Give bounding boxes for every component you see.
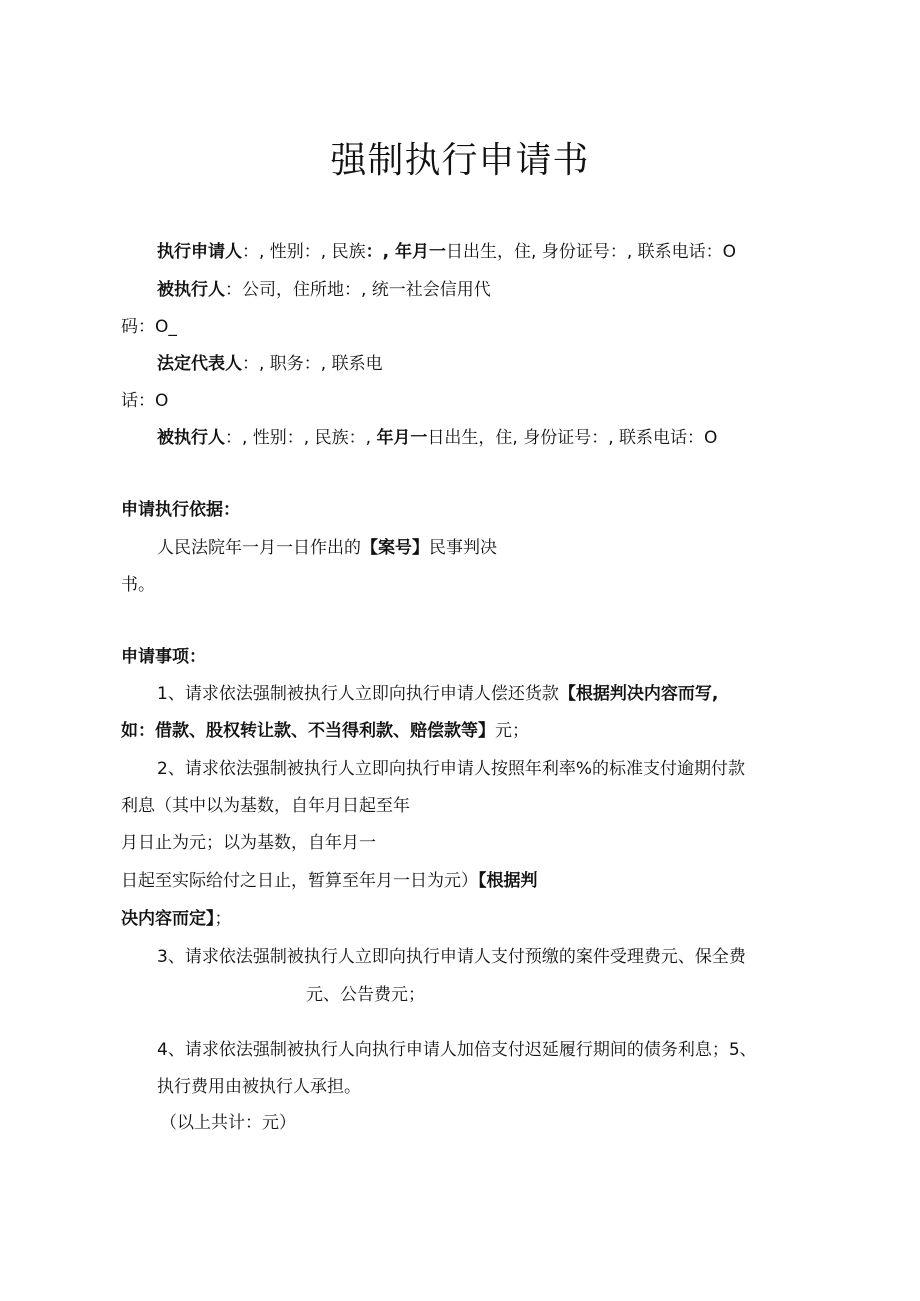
legal-rep-line [157,352,383,376]
total-line: （以上共计：元） [160,1113,296,1133]
basis-text [157,536,497,560]
respondent-company-line-cont: 码：O_ [121,317,177,337]
request-2-note-a: 【根据判 [478,871,538,891]
requests-heading: 申请事项： [121,647,206,667]
request-2-note-b: 决内容而定】 [121,909,215,929]
request-1-note-b: 如：借款、股权转让款、不当得利款、赔偿款等】 [121,721,495,741]
request-2-line4-text: 日起至实际给付之日止，暂算至年月一日为元） [121,871,478,891]
legal-rep-label: 法定代表人 [157,354,242,374]
request-item-3-line2: 元、公告费元； [306,985,425,1005]
applicant-fields-b: 日出生，住, 身份证号：, 联系电话：O [446,242,737,262]
respondent-person-label: 被执行人 [157,428,225,448]
request-item-1-cont [121,719,529,743]
legal-rep-line-cont: 话：O [121,391,169,411]
request-1-tail: 元； [495,721,529,741]
request-item-2-line5 [121,907,232,931]
respondent-company-line [157,278,491,302]
respondent-person-birth-bold: 年月一 [376,428,428,448]
basis-heading: 申请执行依据： [121,500,240,520]
basis-text-cont: 书。 [121,575,155,595]
basis-case-number: 【案号】 [361,538,429,558]
request-2-tail: ； [214,909,232,929]
legal-rep-fields: ：, 职务：, 联系电 [242,354,383,374]
respondent-person-fields-b: 日出生，住, 身份证号：, 联系电话：O [427,428,718,448]
request-1-note-a: 【根据判决内容而写, [558,684,719,704]
basis-text-b: 民事判决 [429,538,497,558]
request-1-text: 1、请求依法强制被执行人立即向执行申请人偿还货款 [157,684,559,704]
respondent-person-fields-a: ：, 性别：, 民族：, [225,428,377,448]
applicant-label: 执行申请人 [157,242,242,262]
request-item-4: 4、请求依法强制被执行人向执行申请人加倍支付迟延履行期间的债务利息；5、 [157,1040,757,1060]
request-item-2-line2: 利息（其中以为基数，自年月日起至年 [121,796,410,816]
request-item-4-line2: 执行费用由被执行人承担。 [157,1077,361,1097]
request-item-2-line4 [121,869,538,893]
document-title: 强制执行申请书 [330,140,590,181]
applicant-birth-bold: ：, 年月一 [365,242,447,262]
respondent-person-line [157,426,717,450]
respondent-company-fields: ：公司，住所地：, 统一社会信用代 [225,280,491,300]
request-item-3: 3、请求依法强制被执行人立即向执行申请人支付预缴的案件受理费元、保全费 [157,947,746,967]
applicant-line [157,240,736,264]
request-item-1 [157,682,718,706]
basis-text-a: 人民法院年一月一日作出的 [157,538,361,558]
respondent-company-label: 被执行人 [157,280,225,300]
request-item-2: 2、请求依法强制被执行人立即向执行申请人按照年利率%的标准支付逾期付款 [157,759,745,779]
applicant-fields-a: ：, 性别：, 民族 [242,242,366,262]
request-item-2-line3: 月日止为元；以为基数，自年月一 [121,833,376,853]
